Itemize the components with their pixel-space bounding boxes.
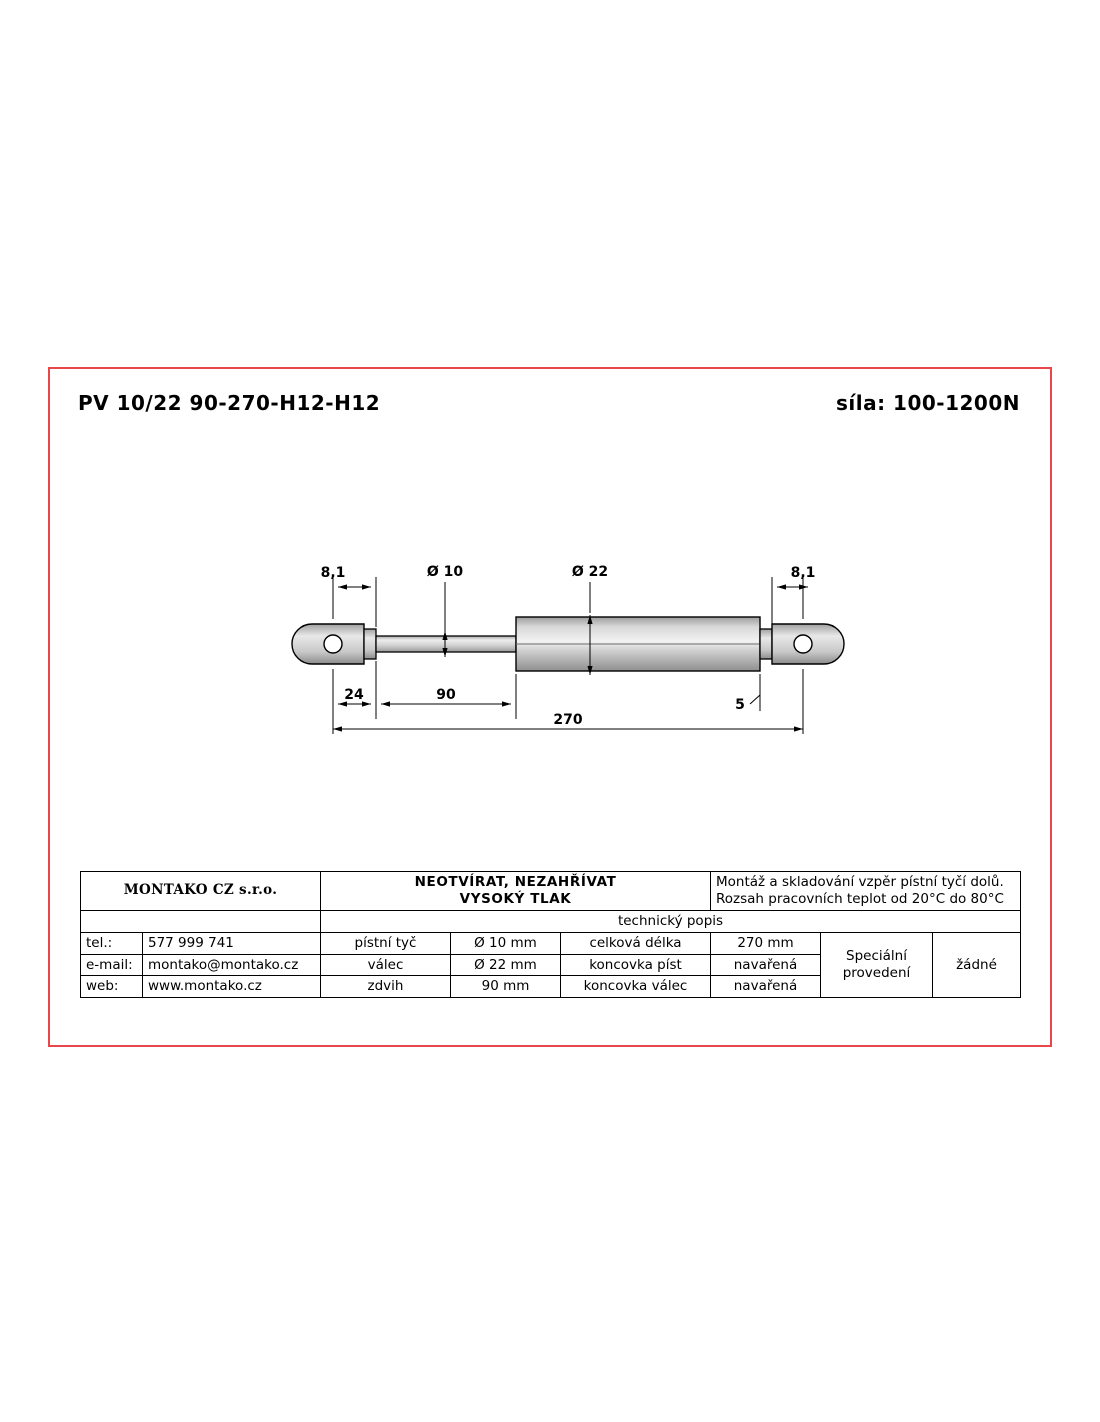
gas-spring-body: [292, 617, 844, 671]
spacer-cell: [81, 910, 321, 932]
spec-value-cylinder-end: navařená: [711, 976, 821, 998]
contact-label-email: e-mail:: [81, 954, 143, 976]
gas-spring-svg: [50, 519, 1050, 769]
spec-name-stroke: zdvih: [321, 976, 451, 998]
company-name: MONTAKO CZ s.r.o.: [81, 872, 321, 911]
right-eyelet-hole: [794, 635, 812, 653]
spec-table: [80, 871, 1021, 998]
page-title: PV 10/22 90-270-H12-H12: [78, 391, 381, 415]
dim-cylinder-diameter-label: Ø 22: [571, 564, 609, 580]
dim-left-eyelet-label: 8,1: [320, 565, 346, 581]
warning-line-2: VYSOKÝ TLAK: [459, 890, 572, 907]
table-row-techtitle: [81, 910, 1021, 932]
spec-table-wrap: [80, 871, 1020, 998]
mounting-note-cell: [711, 872, 1021, 911]
dim-24-label: 24: [344, 687, 364, 703]
special-line-2: provedení: [842, 964, 911, 981]
special-line-1: Speciální: [846, 948, 907, 965]
spec-name-piston-end: koncovka píst: [561, 954, 711, 976]
spec-value-rod: Ø 10 mm: [451, 932, 561, 954]
piston-rod: [376, 636, 516, 652]
gas-spring-drawing: [50, 519, 1050, 769]
warning-cell: [321, 872, 711, 911]
contact-value-web: www.montako.cz: [143, 976, 321, 998]
table-row-header: [81, 872, 1021, 911]
dim-rod-diameter-label: Ø 10: [426, 564, 464, 580]
dim-5-label: 5: [735, 697, 745, 713]
dim-right-eyelet-label: 8,1: [790, 565, 816, 581]
contact-value-tel: 577 999 741: [143, 932, 321, 954]
drawing-sheet: [48, 367, 1052, 1047]
dim-total-label: 270: [553, 712, 583, 728]
spec-value-total-length: 270 mm: [711, 932, 821, 954]
left-collar: [364, 629, 376, 659]
spec-name-rod: pístní tyč: [321, 932, 451, 954]
right-collar: [760, 629, 772, 659]
contact-label-tel: tel.:: [81, 932, 143, 954]
left-eyelet-hole: [324, 635, 342, 653]
contact-value-email: montako@montako.cz: [143, 954, 321, 976]
spec-name-cylinder-end: koncovka válec: [561, 976, 711, 998]
force-label: síla: 100-1200N: [835, 391, 1020, 415]
spec-value-cylinder: Ø 22 mm: [451, 954, 561, 976]
warning-line-1: NEOTVÍRAT, NEZAHŘÍVAT: [414, 874, 617, 890]
table-row: [81, 932, 1021, 954]
spec-value-stroke: 90 mm: [451, 976, 561, 998]
spec-name-total-length: celková délka: [561, 932, 711, 954]
note-line-2: Rozsah pracovních teplot od 20°C do 80°C: [716, 890, 1004, 907]
special-version-value: žádné: [933, 932, 1021, 998]
spec-name-cylinder: válec: [321, 954, 451, 976]
special-version-label: [821, 932, 933, 998]
spec-value-piston-end: navařená: [711, 954, 821, 976]
contact-label-web: web:: [81, 976, 143, 998]
tech-description-title: technický popis: [321, 910, 1021, 932]
note-line-1: Montáž a skladování vzpěr pístní tyčí dolů.: [716, 874, 1004, 890]
dim-90-label: 90: [436, 687, 456, 703]
